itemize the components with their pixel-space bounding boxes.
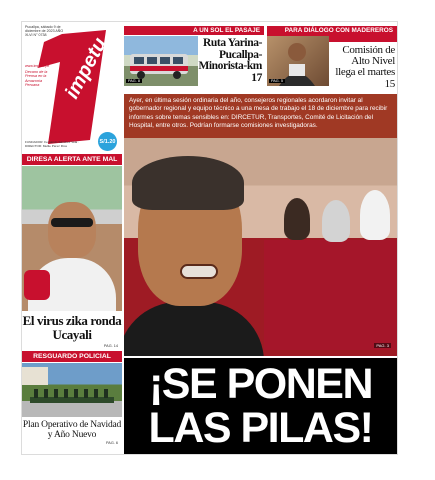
story-headline: Comisión de Alto Nivel llega el martes 15 [335, 44, 395, 90]
story-headline: Ruta Yarina-Pucallpa-Minorista-km 17 [198, 37, 262, 84]
council-member [284, 198, 310, 240]
speaker-mouth [180, 264, 218, 279]
police-headline[interactable]: Plan Operativo de Navidad y Año Nuevo [22, 420, 122, 440]
main-headline-line2: LAS PILAS! [148, 404, 373, 452]
council-table [264, 240, 397, 350]
newspaper-front-page [22, 22, 397, 454]
speaker-hair [132, 156, 244, 210]
police-page-ref: PAG. 6 [106, 441, 118, 445]
website-url[interactable]: www.impetu.pe [25, 64, 50, 68]
main-story-page-ref: PAG. 3 [376, 343, 389, 348]
section-label-diresa: DIRESA ALERTA ANTE MAL [22, 154, 122, 165]
top-story-high-commission[interactable] [267, 26, 397, 88]
zika-headline[interactable]: El virus zika ronda Ucayali [22, 313, 122, 342]
story-kicker: PARA DIÁLOGO CON MADEREROS [267, 26, 397, 42]
council-member [322, 200, 350, 242]
price-badge: S/1.20 [98, 132, 117, 151]
story-page-ref: PAG. 5 [271, 79, 283, 83]
masthead-credits: FUNDADOR: Fernando Sánchez Vela · DIRECTOR: Mellie Pérez Ríos [25, 140, 80, 148]
main-headline[interactable] [124, 358, 397, 454]
story-kicker: A UN SOL EL PASAJE [124, 26, 264, 35]
top-story-bus-fare[interactable] [124, 26, 264, 88]
microphone-icon [24, 270, 50, 300]
bus-photo [124, 36, 198, 86]
section-label-police: RESGUARDO POLICIAL [22, 351, 122, 362]
story-page-ref: PAG. 8 [128, 79, 140, 83]
council-member [360, 190, 390, 240]
dateline: Pucallpa, sábado 9 de diciembre de 2023 AÑO XLVI N° 0738 [25, 25, 64, 38]
speaker-suit [124, 302, 264, 356]
zika-page-ref: PAG. 14 [103, 344, 118, 348]
official-photo [267, 36, 329, 86]
main-story-caption: Ayer, en última sesión ordinaria del año, consejeros regionales acordaron invitar al gobernador regional y equipo técnico a una mesa de trabajo el 18 de diciembre para recibir informes sobre temas sensibles en: DIRCETUR, Transportes, Comité de Licitación del Hospital, entre otros. Podrían formarse comisiones investigadoras. [124, 94, 397, 138]
left-column [22, 154, 122, 454]
sunglasses-icon [51, 218, 93, 227]
police-operation-photo[interactable] [22, 363, 122, 417]
slogan: Decano de la Prensa en la Amazonía Peruana [25, 70, 48, 88]
interviewee-head [48, 202, 96, 258]
main-headline-line1: ¡SE PONEN [148, 360, 373, 408]
logo-wordmark: impetu [60, 34, 112, 103]
masthead [22, 22, 120, 154]
zika-story-photo[interactable] [22, 166, 122, 311]
police-formation-icon [22, 363, 122, 417]
main-story-photo[interactable] [124, 94, 397, 356]
